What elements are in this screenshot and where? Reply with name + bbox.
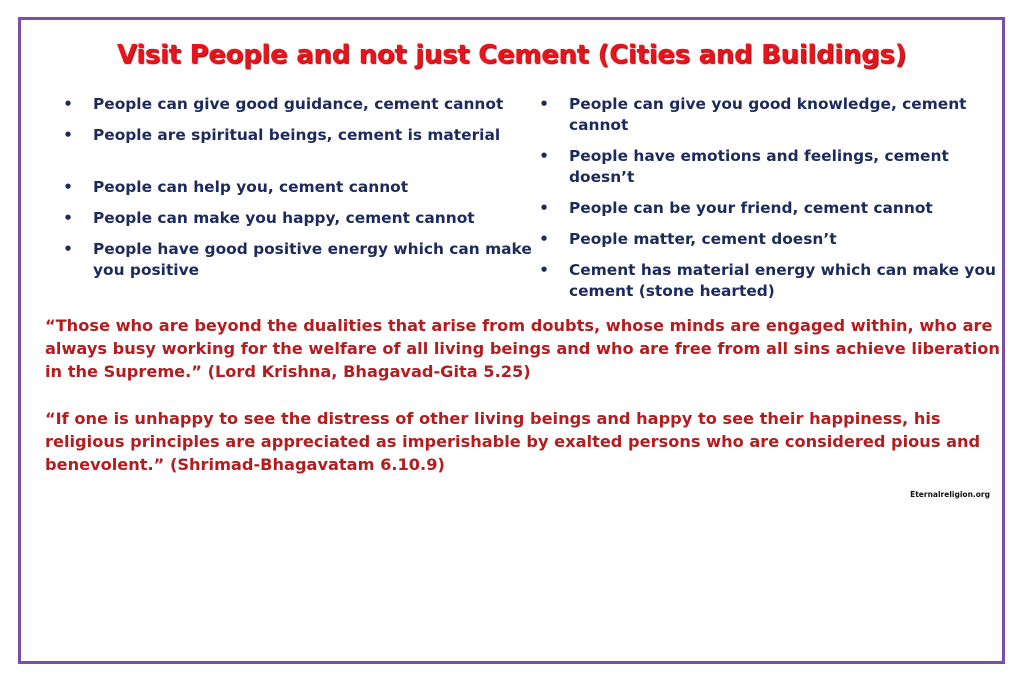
bullet-icon: • <box>539 199 549 217</box>
list-item <box>63 125 533 167</box>
bullet-icon: • <box>63 178 73 196</box>
bullet-icon: • <box>63 209 73 227</box>
list-item <box>539 229 1009 250</box>
left-bullet-list <box>63 94 533 291</box>
bullet-icon: • <box>63 126 73 144</box>
bullet-icon: • <box>63 240 73 258</box>
list-item-text: People are spiritual beings, cement is material <box>93 126 501 144</box>
poster-frame <box>18 17 1005 664</box>
list-item <box>539 94 1009 136</box>
site-credit: Eternalreligion.org <box>910 490 990 499</box>
right-bullet-list <box>539 94 1009 312</box>
bullet-icon: • <box>539 230 549 248</box>
list-item <box>539 198 1009 219</box>
list-item <box>63 208 533 229</box>
list-item <box>63 239 533 281</box>
bullet-icon: • <box>539 95 549 113</box>
list-item-text: People have good positive energy which can make you positive <box>93 240 532 279</box>
gita-quote: “Those who are beyond the dualities that arise from doubts, whose minds are engaged within, who are always busy working for the welfare of all living beings and who are free from all sins achieve liberation in the Supreme.” (Lord Krishna, Bhagavad-Gita 5.25) <box>45 316 1000 381</box>
bullet-icon: • <box>539 261 549 279</box>
list-item <box>63 94 533 115</box>
list-item-text: Cement has material energy which can make you cement (stone hearted) <box>569 261 996 300</box>
list-item-text: People matter, cement doesn’t <box>569 230 837 248</box>
bhagavatam-quote: “If one is unhappy to see the distress of other living beings and happy to see their happiness, his religious principles are appreciated as imperishable by exalted persons who are considered pious and benevolent.” (Shrimad-Bhagavatam 6.10.9) <box>45 409 981 474</box>
bullet-icon: • <box>63 95 73 113</box>
list-item-text: People can give good guidance, cement cannot <box>93 95 504 113</box>
list-item-text: People can be your friend, cement cannot <box>569 199 933 217</box>
list-item-text: People can help you, cement cannot <box>93 178 409 196</box>
list-item <box>539 260 1009 302</box>
list-item <box>63 177 533 198</box>
bullet-icon: • <box>539 147 549 165</box>
list-item <box>539 146 1009 188</box>
list-item-text: People have emotions and feelings, cement doesn’t <box>569 147 949 186</box>
list-item-text: People can make you happy, cement cannot <box>93 209 475 227</box>
list-item-text: People can give you good knowledge, cement cannot <box>569 95 967 134</box>
page-title: Visit People and not just Cement (Cities and Buildings) <box>116 40 907 70</box>
